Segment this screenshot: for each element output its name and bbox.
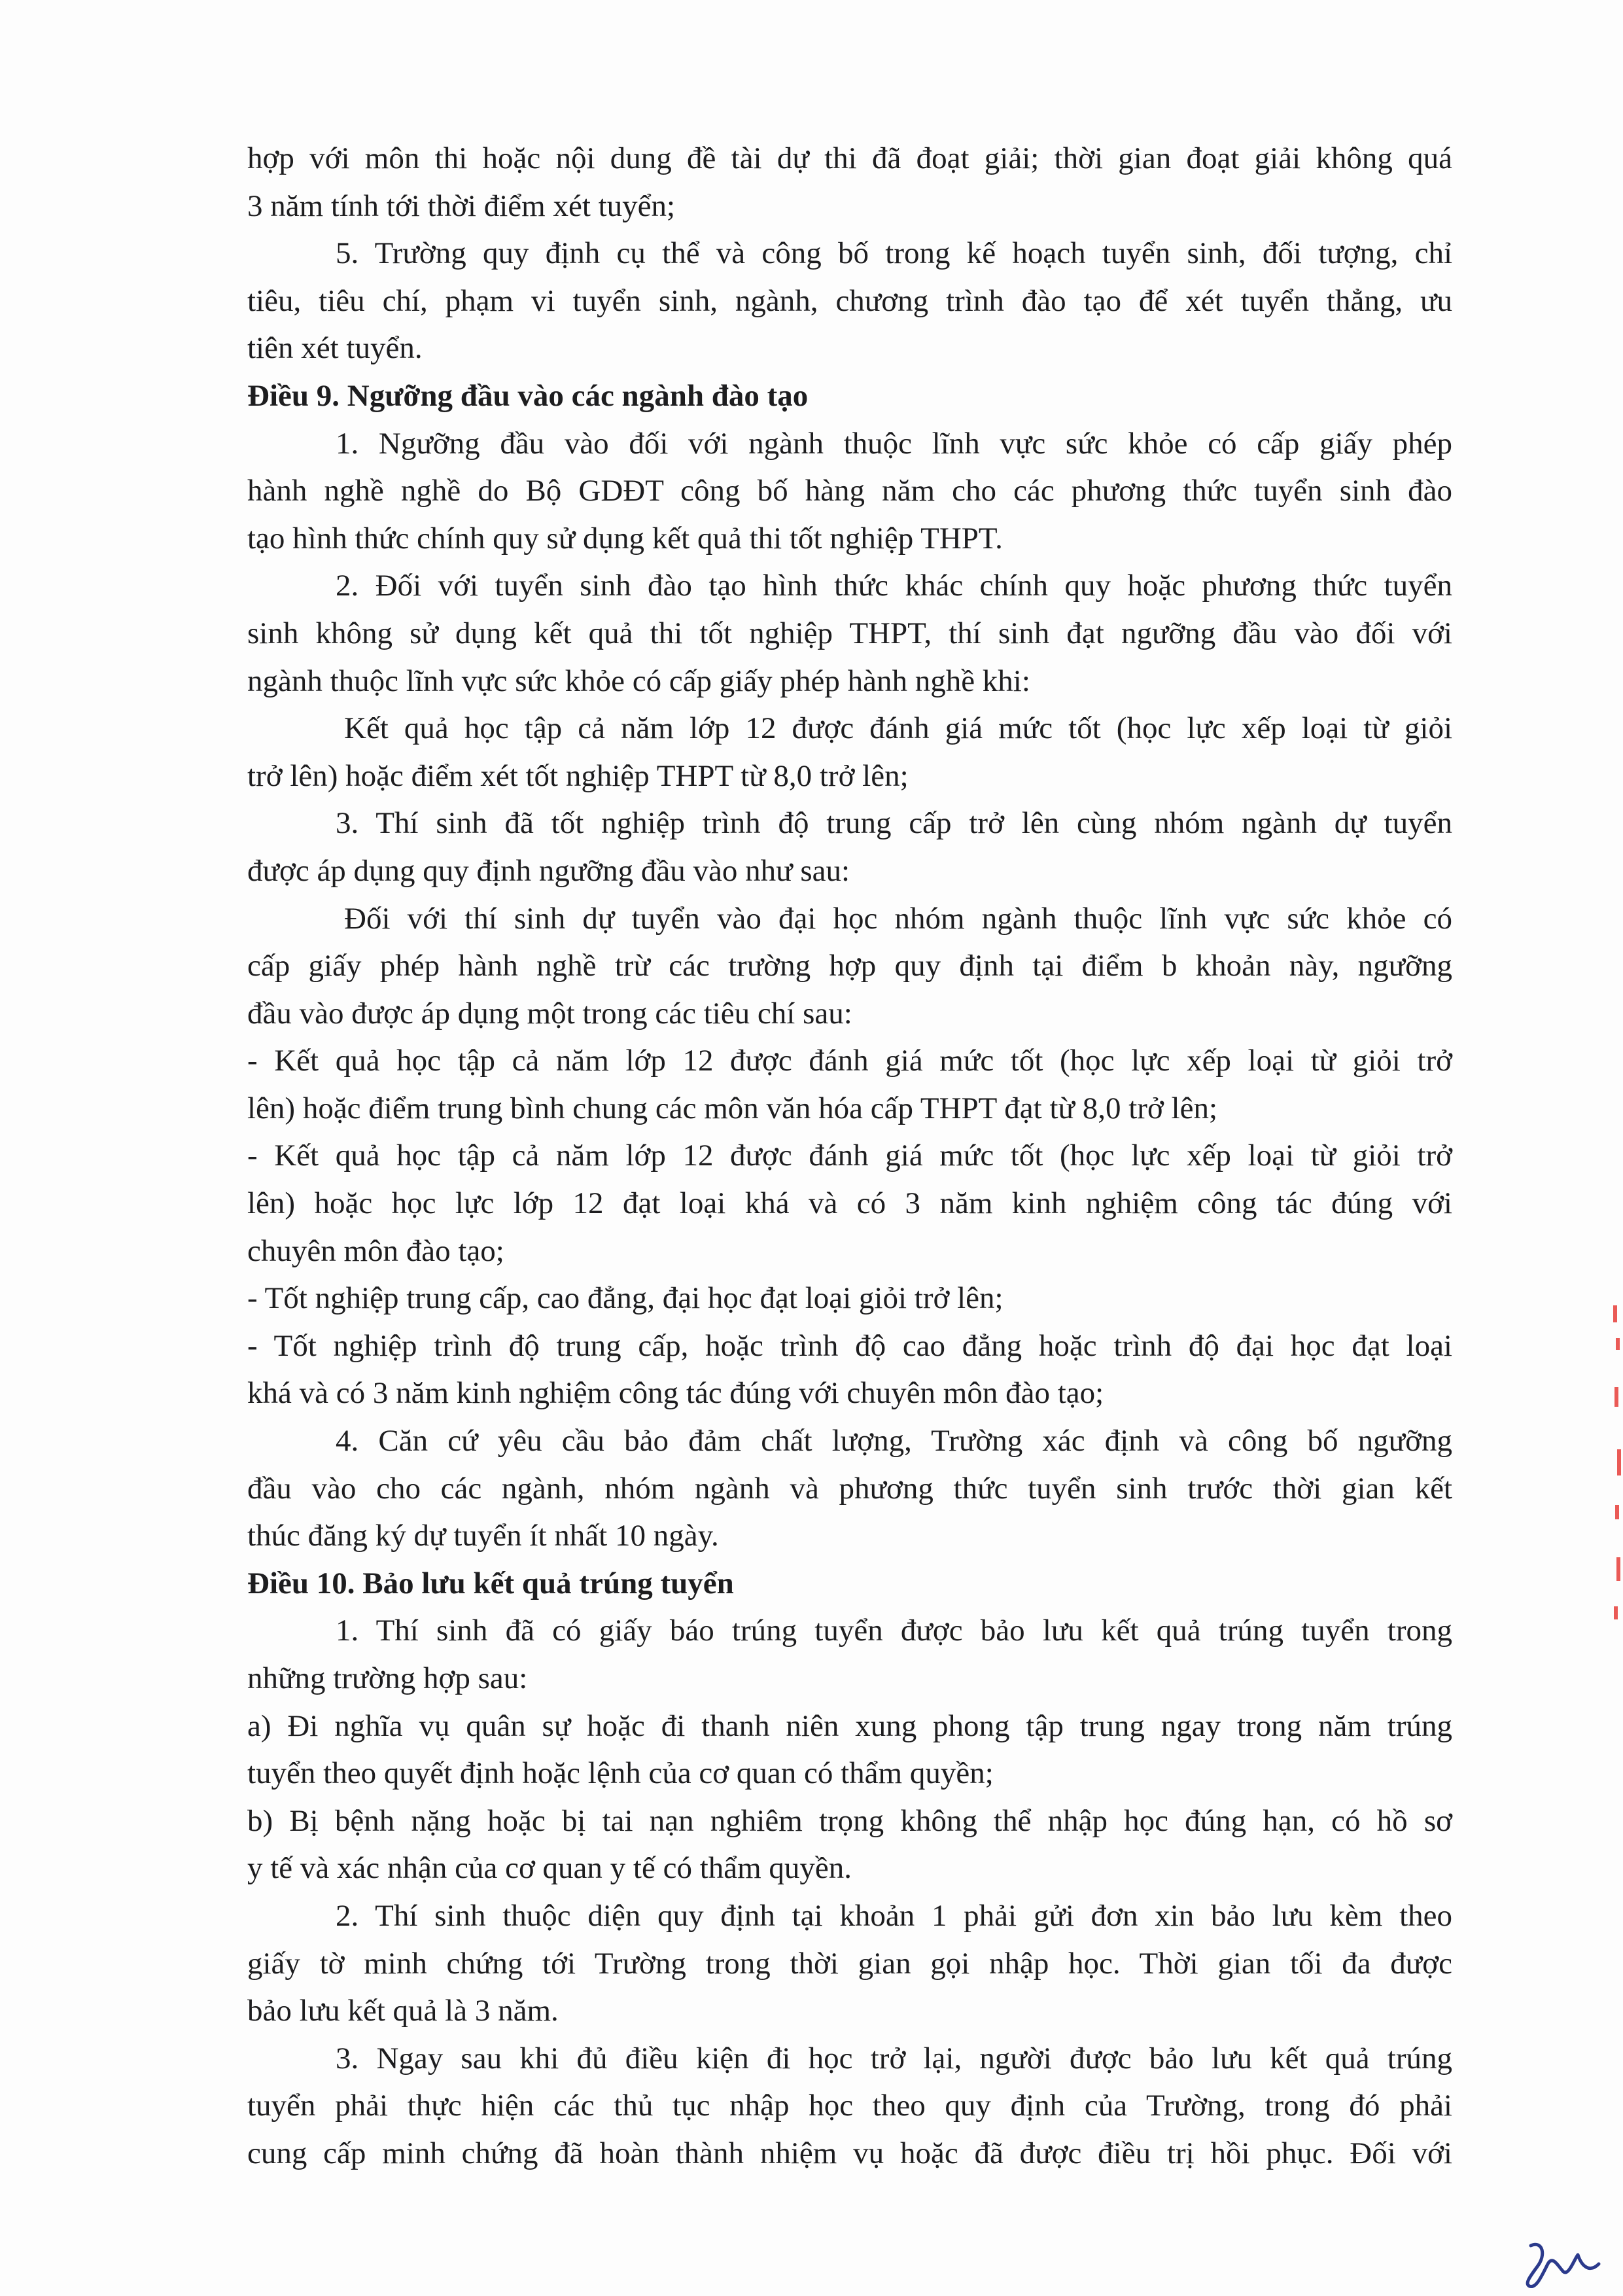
text-line: 1. Ngưỡng đầu vào đối với ngành thuộc lĩnh vực sức khỏe có cấp giấy phép xyxy=(336,426,1452,461)
text-line: tiêu, tiêu chí, phạm vi tuyển sinh, ngành, chương trình đào tạo để xét tuyển thẳng, ưu xyxy=(247,283,1452,318)
text-line: 5. Trường quy định cụ thể và công bố trong kế hoạch tuyển sinh, đối tượng, chỉ xyxy=(336,236,1452,271)
text-line: trở lên) hoặc điểm xét tốt nghiệp THPT từ 8,0 trở lên; xyxy=(247,758,909,793)
text-line: a) Đi nghĩa vụ quân sự hoặc đi thanh niên xung phong tập trung ngay trong năm trúng xyxy=(247,1708,1452,1743)
text-line: đầu vào cho các ngành, nhóm ngành và phương thức tuyển sinh trước thời gian kết xyxy=(247,1471,1452,1506)
text-line: y tế và xác nhận của cơ quan y tế có thẩm quyền. xyxy=(247,1851,852,1886)
text-line: được áp dụng quy định ngưỡng đầu vào như sau: xyxy=(247,853,850,888)
text-line: sinh không sử dụng kết quả thi tốt nghiệp THPT, thí sinh đạt ngưỡng đầu vào đối với xyxy=(247,616,1452,650)
text-line: lên) hoặc học lực lớp 12 đạt loại khá và có 3 năm kinh nghiệm công tác đúng với xyxy=(247,1186,1452,1221)
document-body xyxy=(247,135,1452,2178)
text-line: khá và có 3 năm kinh nghiệm công tác đúng với chuyên môn đào tạo; xyxy=(247,1376,1104,1411)
text-line: Kết quả học tập cả năm lớp 12 được đánh giá mức tốt (học lực xếp loại từ giỏi xyxy=(344,711,1452,746)
text-line: chuyên môn đào tạo; xyxy=(247,1233,504,1268)
text-line: 1. Thí sinh đã có giấy báo trúng tuyển được bảo lưu kết quả trúng tuyển trong xyxy=(336,1614,1452,1648)
text-line: 2. Đối với tuyển sinh đào tạo hình thức khác chính quy hoặc phương thức tuyển xyxy=(336,569,1452,603)
text-line: ngành thuộc lĩnh vực sức khỏe có cấp giấy phép hành nghề khi: xyxy=(247,663,1030,698)
article-heading: Điều 9. Ngưỡng đầu vào các ngành đào tạo xyxy=(247,378,809,413)
text-line: đầu vào được áp dụng một trong các tiêu chí sau: xyxy=(247,996,852,1031)
text-line: - Kết quả học tập cả năm lớp 12 được đánh giá mức tốt (học lực xếp loại từ giỏi trở xyxy=(247,1044,1452,1078)
text-line: b) Bị bệnh nặng hoặc bị tai nạn nghiêm trọng không thể nhập học đúng hạn, có hồ sơ xyxy=(247,1803,1452,1838)
article-heading: Điều 10. Bảo lưu kết quả trúng tuyển xyxy=(247,1566,734,1600)
text-line: tuyển phải thực hiện các thủ tục nhập học theo quy định của Trường, trong đó phải xyxy=(247,2089,1452,2123)
text-line: tiên xét tuyển. xyxy=(247,331,423,366)
text-line: thúc đăng ký dự tuyển ít nhất 10 ngày. xyxy=(247,1519,719,1553)
text-line: tạo hình thức chính quy sử dụng kết quả thi tốt nghiệp THPT. xyxy=(247,521,1003,556)
text-line: hợp với môn thi hoặc nội dung đề tài dự thi đã đoạt giải; thời gian đoạt giải không quá xyxy=(247,141,1452,175)
text-line: 3 năm tính tới thời điểm xét tuyển; xyxy=(247,188,676,223)
text-line: cung cấp minh chứng đã hoàn thành nhiệm vụ hoặc đã được điều trị hồi phục. Đối với xyxy=(247,2136,1452,2170)
text-line: hành nghề nghề do Bộ GDĐT công bố hàng năm cho các phương thức tuyển sinh đào xyxy=(247,474,1452,508)
text-line: lên) hoặc điểm trung bình chung các môn văn hóa cấp THPT đạt từ 8,0 trở lên; xyxy=(247,1091,1218,1125)
text-line: 3. Thí sinh đã tốt nghiệp trình độ trung cấp trở lên cùng nhóm ngành dự tuyển xyxy=(336,806,1452,841)
text-line: giấy tờ minh chứng tới Trường trong thời gian gọi nhập học. Thời gian tối đa được xyxy=(247,1946,1452,1981)
text-line: 4. Căn cứ yêu cầu bảo đảm chất lượng, Trường xác định và công bố ngưỡng xyxy=(336,1424,1452,1458)
text-line: - Tốt nghiệp trung cấp, cao đẳng, đại học đạt loại giỏi trở lên; xyxy=(247,1281,1003,1316)
text-line: Đối với thí sinh dự tuyển vào đại học nhóm ngành thuộc lĩnh vực sức khỏe có xyxy=(344,901,1452,936)
text-line: - Kết quả học tập cả năm lớp 12 được đánh giá mức tốt (học lực xếp loại từ giỏi trở xyxy=(247,1139,1452,1173)
text-line: tuyển theo quyết định hoặc lệnh của cơ quan có thẩm quyền; xyxy=(247,1756,994,1791)
text-line: 2. Thí sinh thuộc diện quy định tại khoản 1 phải gửi đơn xin bảo lưu kèm theo xyxy=(336,1898,1452,1933)
text-line: những trường hợp sau: xyxy=(247,1661,528,1695)
text-line: - Tốt nghiệp trình độ trung cấp, hoặc trình độ cao đẳng hoặc trình độ đại học đạt loại xyxy=(247,1328,1452,1363)
text-line: cấp giấy phép hành nghề trừ các trường hợp quy định tại điểm b khoản này, ngưỡng xyxy=(247,949,1452,983)
text-line: bảo lưu kết quả là 3 năm. xyxy=(247,1994,559,2028)
text-line: 3. Ngay sau khi đủ điều kiện đi học trở lại, người được bảo lưu kết quả trúng xyxy=(336,2041,1452,2075)
signature-initials xyxy=(1518,2238,1616,2290)
